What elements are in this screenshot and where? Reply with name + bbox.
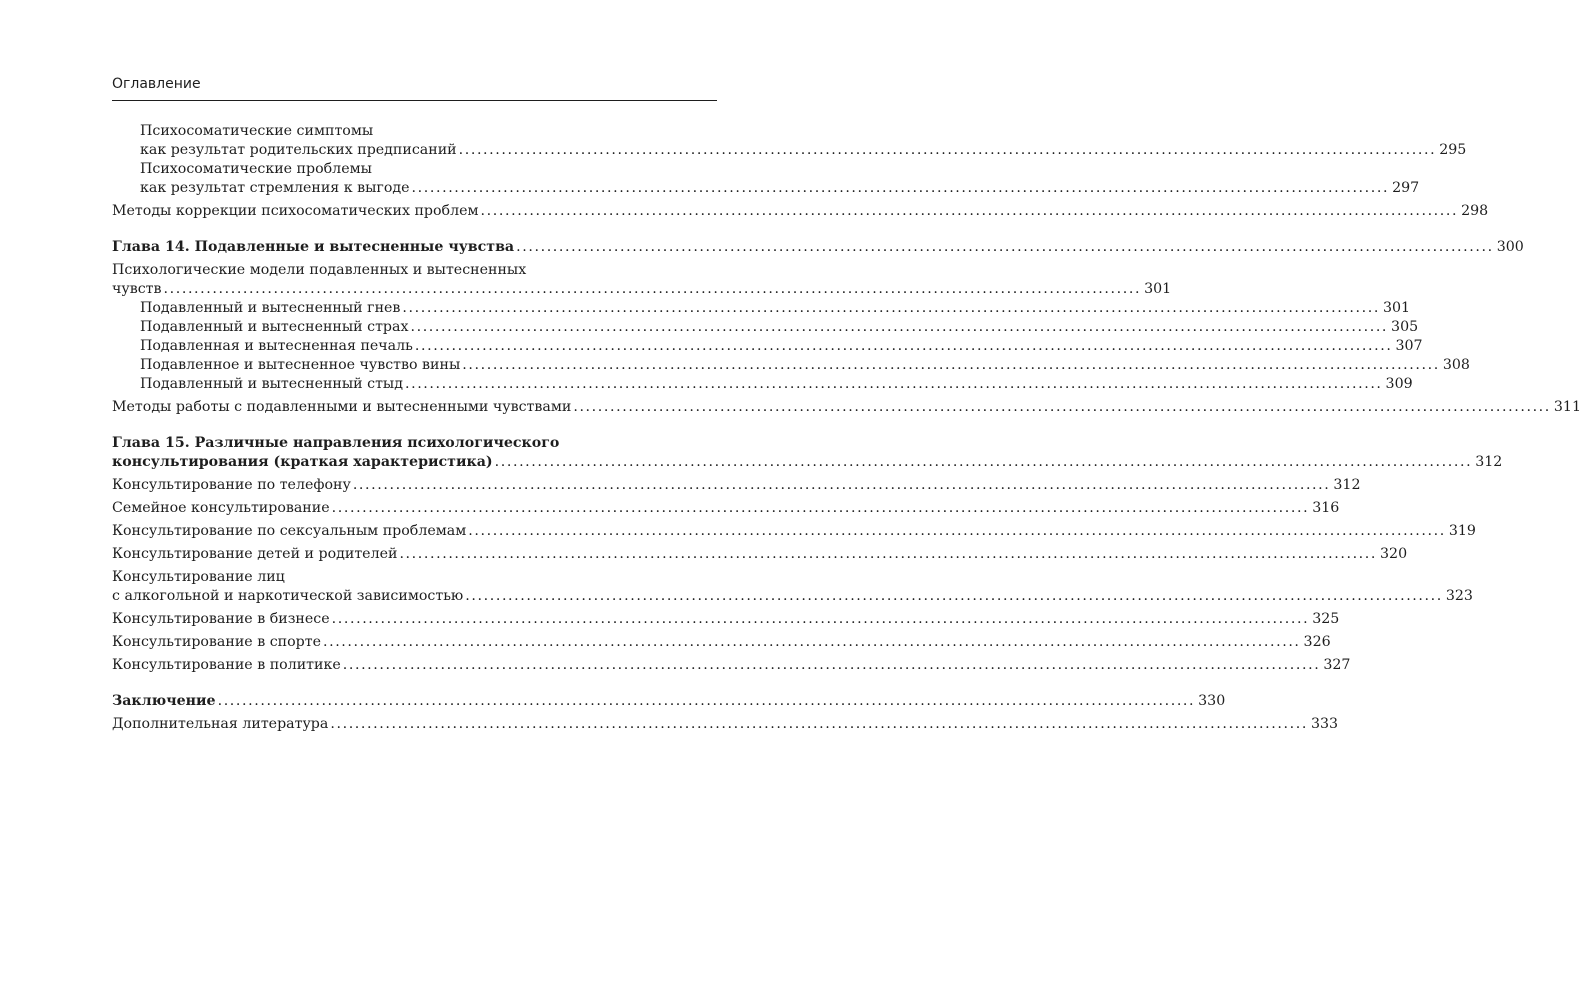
- toc-leader-dots: ................................................................................................................................................................: [468, 523, 1446, 539]
- toc-entry-title: как результат родительских предписаний: [140, 142, 457, 158]
- toc-page-number: 320: [1380, 546, 1408, 562]
- table-of-contents: [112, 122, 1581, 734]
- toc-entry-title: как результат стремления к выгоде: [140, 180, 410, 196]
- toc-entry[interactable]: [112, 568, 1473, 606]
- toc-leader-dots: ................................................................................................................................................................: [462, 357, 1440, 373]
- toc-chapter-title: Заключение: [112, 693, 216, 709]
- toc-leader-dots: ................................................................................................................................................................: [465, 588, 1443, 604]
- toc-entry-first-line: Психологические модели подавленных и вытесненных: [112, 262, 527, 278]
- toc-leader-dots: ................................................................................................................................................................: [399, 546, 1378, 562]
- toc-chapter-first-line: Глава 15. Различные направления психологического: [112, 435, 560, 451]
- toc-entry[interactable]: [112, 715, 1339, 734]
- toc-leader-dots: ................................................................................................................................................................: [404, 376, 1383, 392]
- toc-leader-dots: ................................................................................................................................................................: [494, 454, 1473, 470]
- toc-page-number: 309: [1385, 376, 1413, 392]
- toc-page-number: 325: [1312, 611, 1340, 627]
- toc-page-number: 312: [1475, 454, 1503, 470]
- toc-page-number: 326: [1303, 634, 1331, 650]
- toc-page-number: 319: [1448, 523, 1476, 539]
- toc-entry[interactable]: [112, 375, 1413, 394]
- toc-entry-title: Консультирование в политике: [112, 657, 341, 673]
- toc-leader-dots: ................................................................................................................................................................: [458, 142, 1437, 158]
- toc-page-number: 327: [1323, 657, 1351, 673]
- running-header: Оглавление: [112, 76, 201, 92]
- toc-entry[interactable]: [112, 656, 1351, 675]
- toc-chapter-title: Глава 14. Подавленные и вытесненные чувства: [112, 239, 515, 255]
- toc-leader-dots: ................................................................................................................................................................: [402, 300, 1380, 316]
- header-rule: [112, 100, 717, 101]
- toc-chapter-entry[interactable]: [112, 238, 1524, 257]
- toc-entry-title: Консультирование в бизнесе: [112, 611, 330, 627]
- toc-entry[interactable]: [112, 610, 1340, 629]
- toc-leader-dots: ................................................................................................................................................................: [331, 611, 1310, 627]
- toc-chapter-title: консультирования (краткая характеристика): [112, 454, 493, 470]
- toc-entry[interactable]: [112, 356, 1470, 375]
- toc-page-number: 297: [1392, 180, 1420, 196]
- toc-entry[interactable]: [112, 318, 1419, 337]
- toc-entry-title: Подавленный и вытесненный страх: [140, 319, 409, 335]
- toc-page-number: 298: [1461, 203, 1489, 219]
- toc-leader-dots: ................................................................................................................................................................: [322, 634, 1301, 650]
- toc-entry[interactable]: [112, 476, 1361, 495]
- toc-page-number: 330: [1198, 693, 1226, 709]
- toc-entry-first-line: Консультирование лиц: [112, 569, 285, 585]
- toc-leader-dots: ................................................................................................................................................................: [410, 319, 1389, 335]
- toc-entry[interactable]: [112, 160, 1420, 198]
- toc-entry-first-line: Психосоматические симптомы: [140, 123, 374, 139]
- toc-page-number: 295: [1439, 142, 1467, 158]
- toc-page-number: 323: [1445, 588, 1473, 604]
- toc-leader-dots: ................................................................................................................................................................: [573, 399, 1551, 415]
- toc-entry[interactable]: [112, 261, 1172, 299]
- toc-entry[interactable]: [112, 202, 1489, 221]
- toc-leader-dots: ................................................................................................................................................................: [352, 477, 1331, 493]
- toc-entry-title: Подавленный и вытесненный стыд: [140, 376, 403, 392]
- toc-page-number: 311: [1553, 399, 1581, 415]
- toc-leader-dots: ................................................................................................................................................................: [411, 180, 1390, 196]
- toc-leader-dots: ................................................................................................................................................................: [342, 657, 1321, 673]
- toc-leader-dots: ................................................................................................................................................................: [163, 281, 1142, 297]
- toc-entry-title: Консультирование детей и родителей: [112, 546, 398, 562]
- toc-entry-title: Консультирование по телефону: [112, 477, 351, 493]
- toc-page-number: 312: [1333, 477, 1361, 493]
- toc-entry[interactable]: [112, 299, 1411, 318]
- toc-entry[interactable]: [112, 398, 1581, 417]
- toc-entry-first-line: Психосоматические проблемы: [140, 161, 372, 177]
- toc-page-number: 301: [1144, 281, 1172, 297]
- toc-leader-dots: ................................................................................................................................................................: [480, 203, 1459, 219]
- toc-page-number: 307: [1395, 338, 1423, 354]
- toc-page-number: 301: [1382, 300, 1411, 316]
- toc-leader-dots: ................................................................................................................................................................: [516, 239, 1494, 255]
- toc-entry-title: Семейное консультирование: [112, 500, 330, 516]
- toc-page-number: 308: [1442, 357, 1470, 373]
- toc-entry[interactable]: [112, 522, 1476, 541]
- toc-entry[interactable]: [112, 545, 1408, 564]
- toc-entry[interactable]: [112, 499, 1340, 518]
- toc-entry-title: Методы работы с подавленными и вытесненными чувствами: [112, 399, 572, 415]
- toc-leader-dots: ................................................................................................................................................................: [330, 716, 1308, 732]
- toc-entry-title: Подавленная и вытесненная печаль: [140, 338, 413, 354]
- toc-leader-dots: ................................................................................................................................................................: [414, 338, 1393, 354]
- toc-entry[interactable]: [112, 633, 1331, 652]
- toc-entry-title: Подавленное и вытесненное чувство вины: [140, 357, 461, 373]
- toc-entry[interactable]: [112, 122, 1467, 160]
- toc-entry-title: чувств: [112, 281, 162, 297]
- toc-page-number: 305: [1391, 319, 1419, 335]
- toc-page-number: 300: [1496, 239, 1524, 255]
- toc-leader-dots: ................................................................................................................................................................: [217, 693, 1196, 709]
- toc-entry-title: Консультирование в спорте: [112, 634, 321, 650]
- toc-entry-title: с алкогольной и наркотической зависимостью: [112, 588, 464, 604]
- toc-chapter-entry[interactable]: [112, 692, 1226, 711]
- toc-entry-title: Консультирование по сексуальным проблемам: [112, 523, 467, 539]
- toc-entry-title: Методы коррекции психосоматических проблем: [112, 203, 479, 219]
- toc-page-number: 333: [1310, 716, 1339, 732]
- toc-leader-dots: ................................................................................................................................................................: [331, 500, 1310, 516]
- toc-entry-title: Дополнительная литература: [112, 716, 329, 732]
- toc-page-number: 316: [1312, 500, 1340, 516]
- toc-entry[interactable]: [112, 337, 1423, 356]
- toc-entry-title: Подавленный и вытесненный гнев: [140, 300, 401, 316]
- toc-chapter-entry[interactable]: [112, 434, 1503, 472]
